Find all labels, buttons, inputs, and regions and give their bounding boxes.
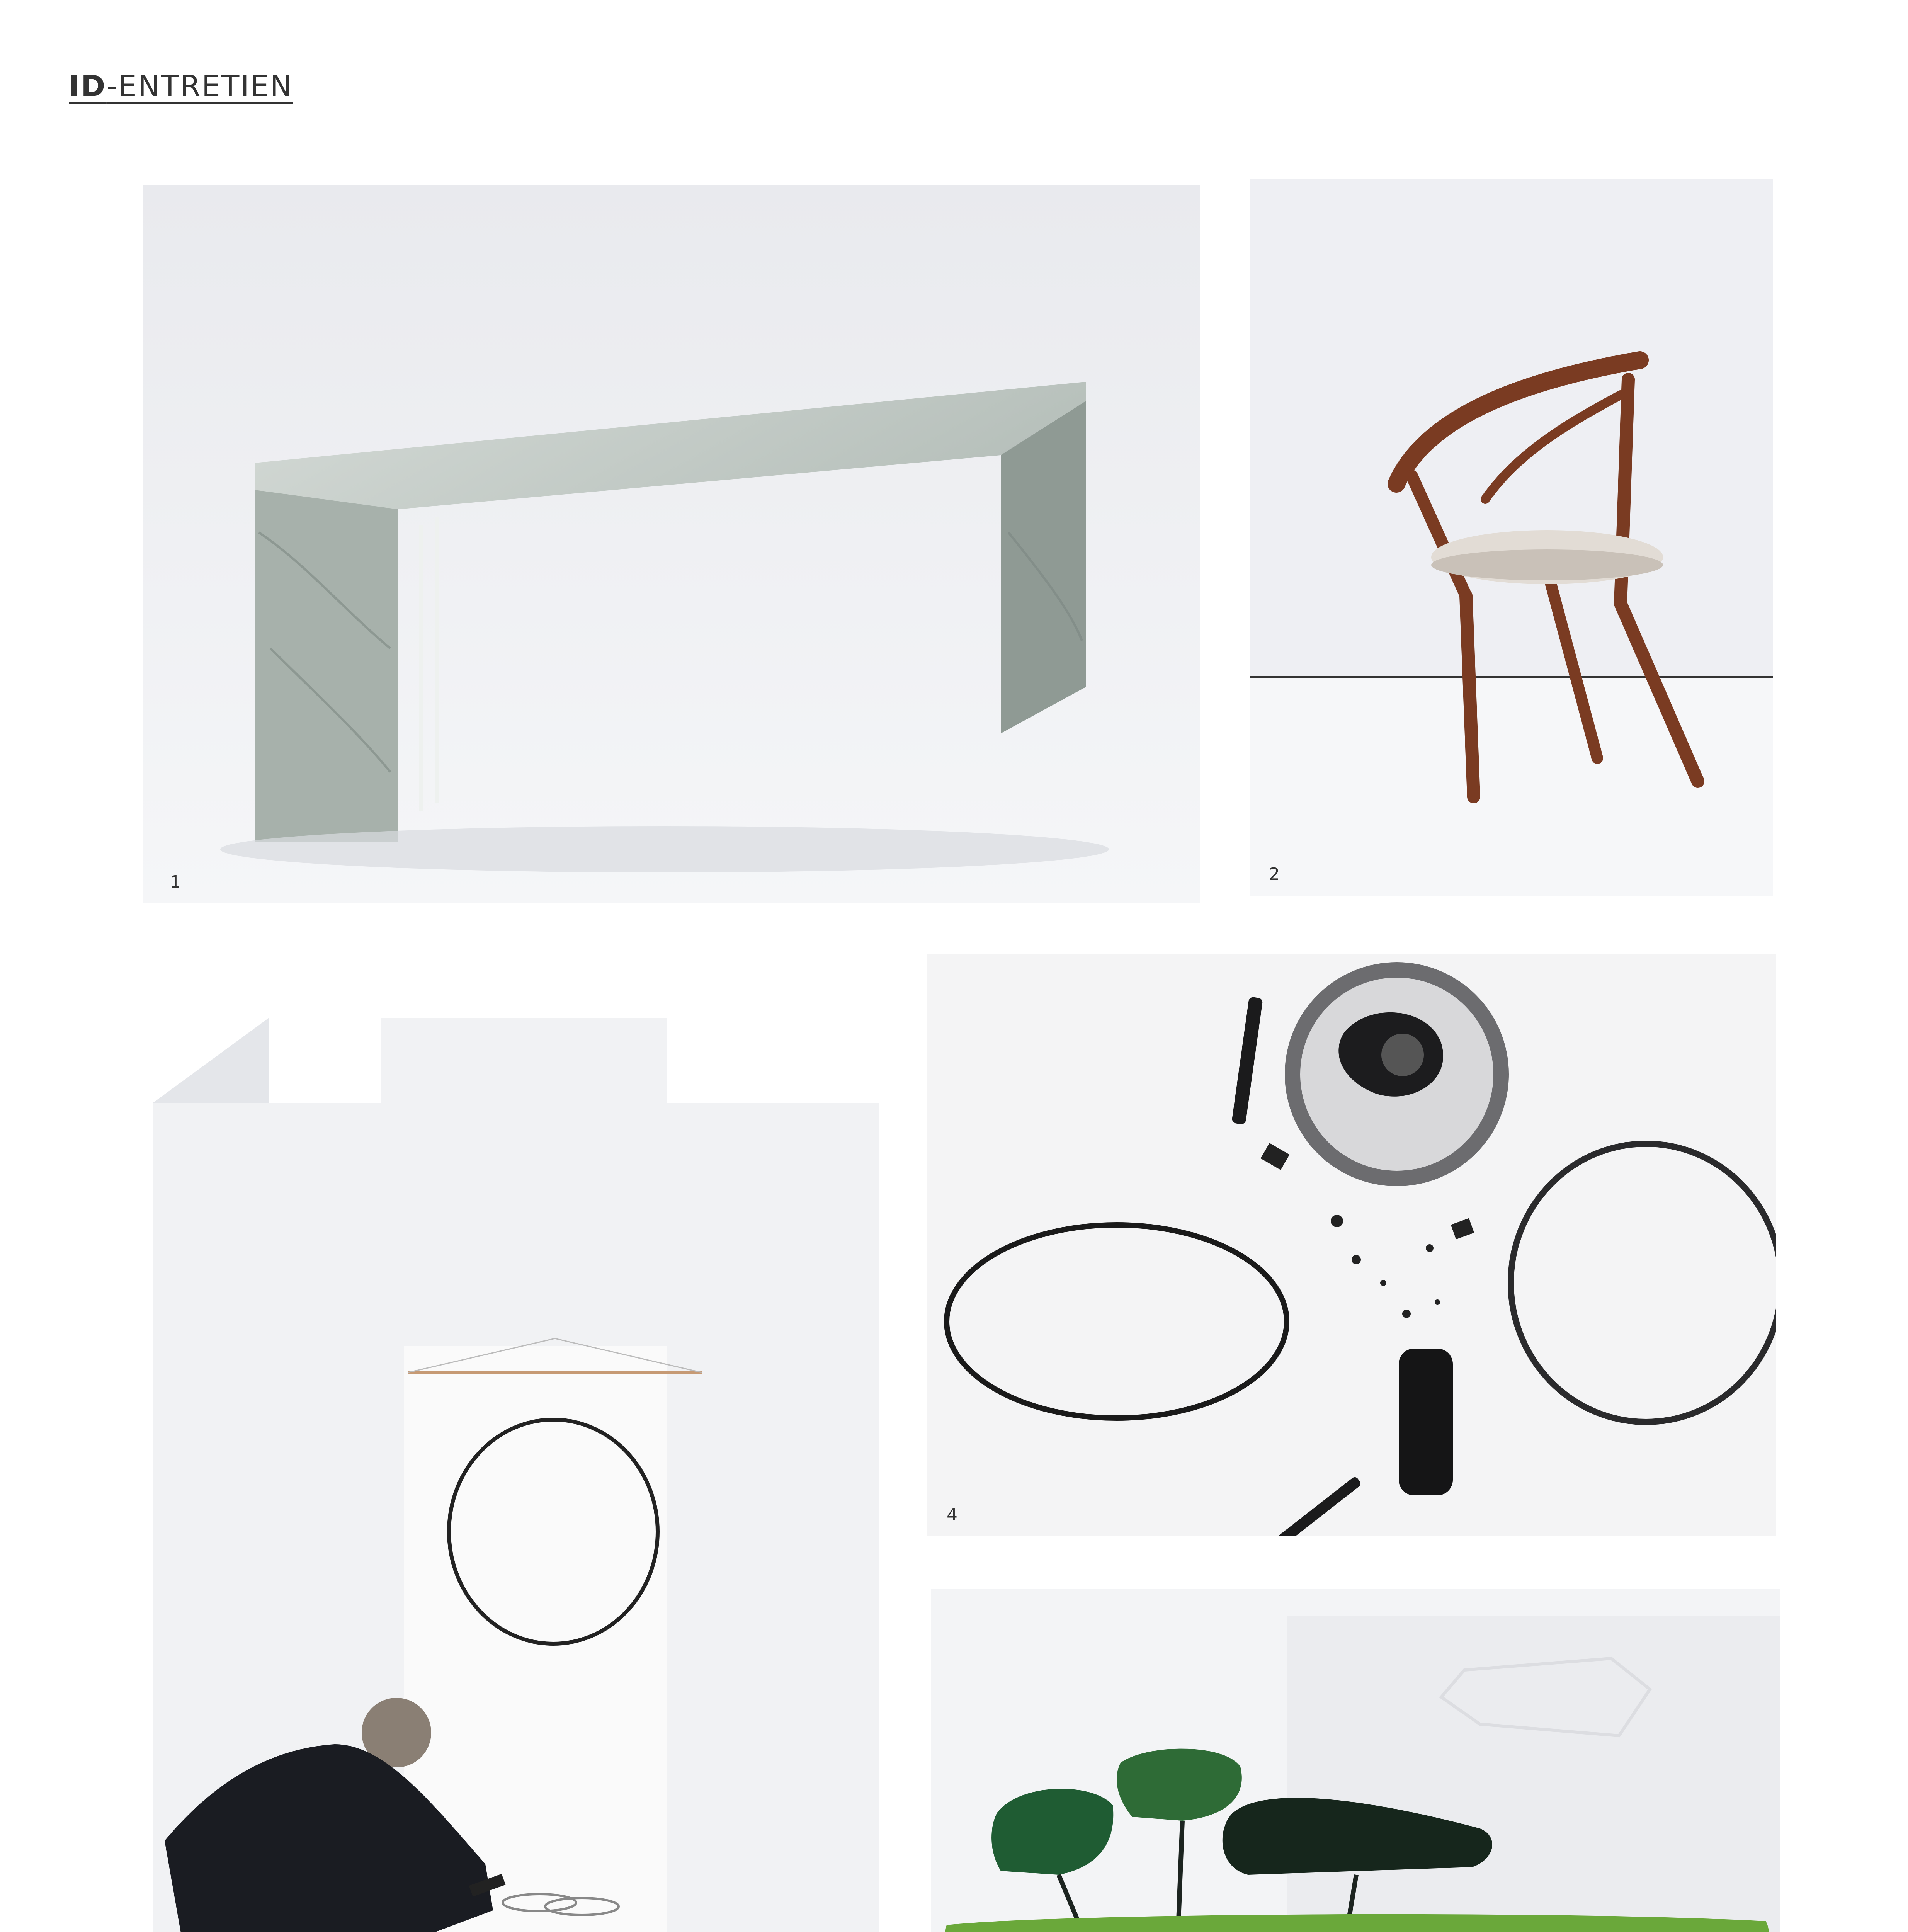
designer-drawing-icon (153, 960, 879, 1932)
tree-sofa-icon (931, 1589, 1780, 1932)
figure-number: 1 (170, 872, 181, 892)
photo-designer-drawing (153, 960, 879, 1932)
photo-armchair (1250, 179, 1773, 896)
photo-charcoal-plates (927, 954, 1776, 1536)
photo-tree-sofa (931, 1589, 1780, 1932)
figure-number: 2 (1269, 864, 1280, 884)
photo-marble-desk (143, 185, 1200, 903)
wooden-armchair-icon (1250, 179, 1773, 896)
marble-desk-icon (143, 185, 1200, 903)
figure-number: 4 (947, 1505, 957, 1525)
rubric-rest: -ENTRETIEN (106, 69, 293, 103)
charcoal-plates-icon (927, 954, 1776, 1536)
section-rubric (69, 69, 293, 103)
rubric-strong: ID (69, 69, 107, 103)
